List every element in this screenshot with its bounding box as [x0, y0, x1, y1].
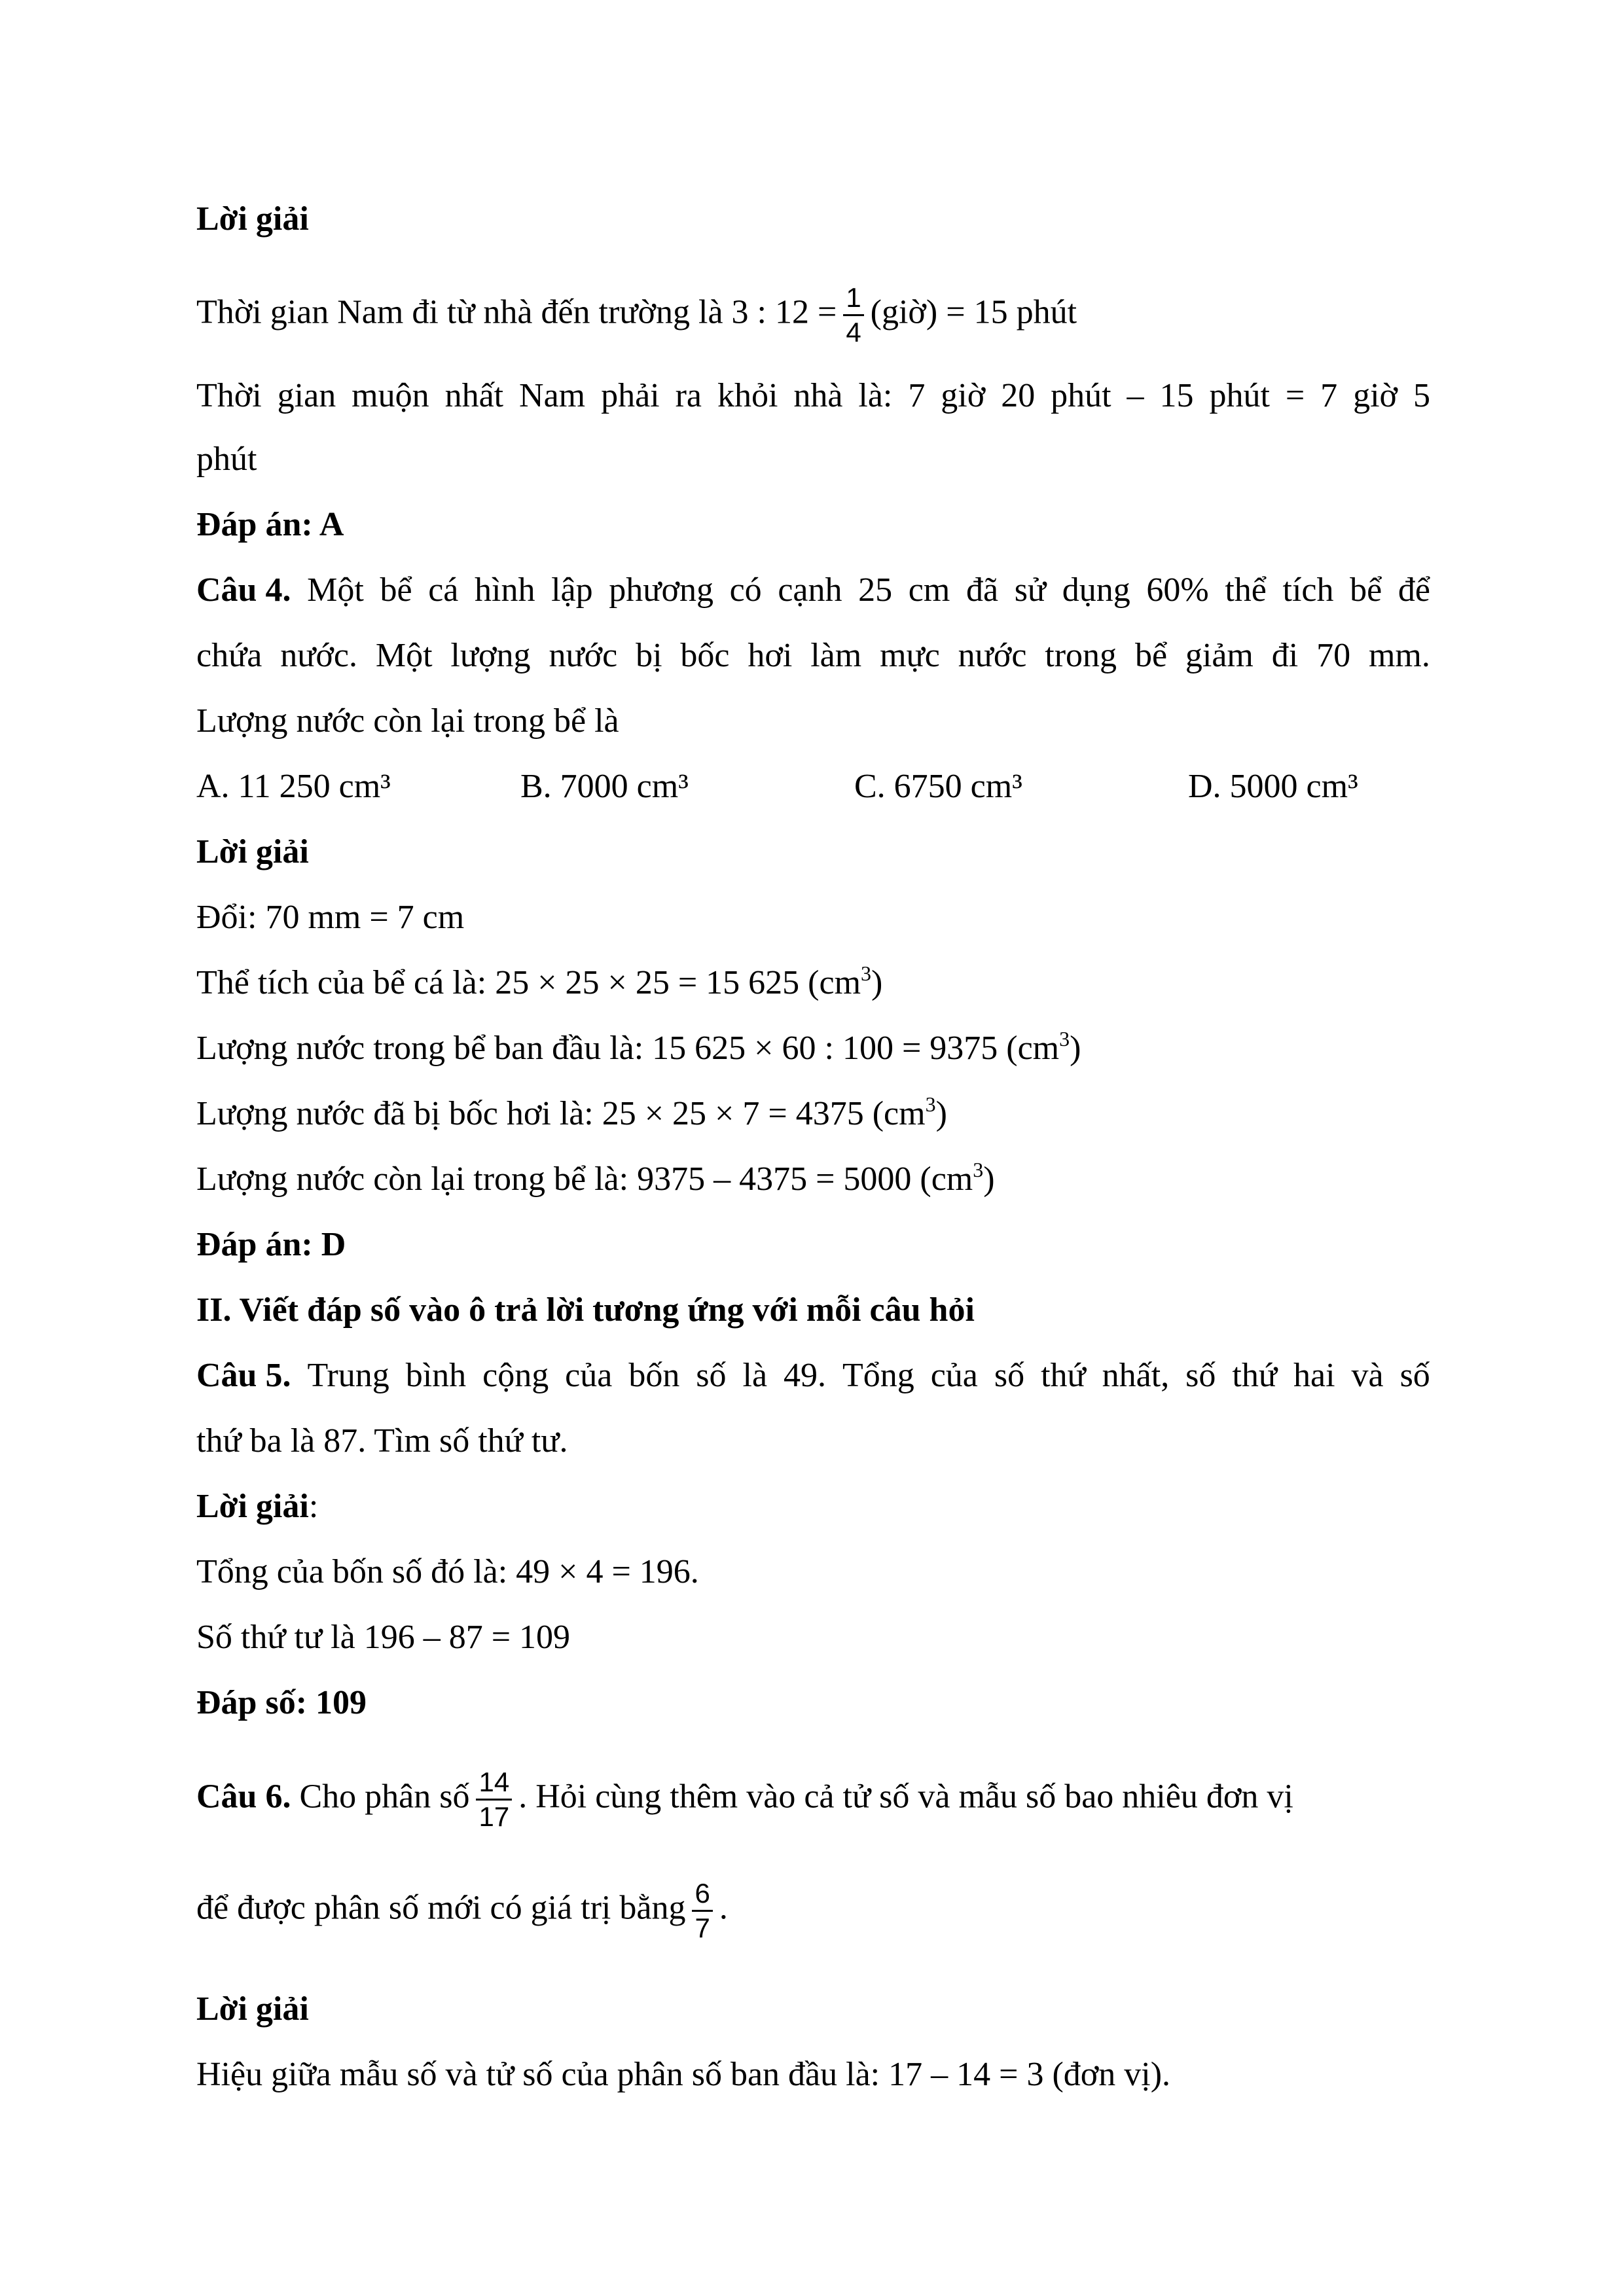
word: tích [1282, 571, 1334, 609]
word: phút [1209, 377, 1270, 414]
text-line [196, 636, 1430, 675]
text-segment: Thời gian Nam đi từ nhà đến trường là 3 : 12 = [196, 293, 837, 331]
word: 25 [858, 571, 893, 609]
word: hơi [748, 637, 793, 674]
word: Một [307, 571, 364, 609]
superscript: 3 [861, 961, 872, 985]
word: là: [858, 377, 893, 414]
word: cạnh [778, 571, 842, 609]
text-segment: để được phân số mới có giá trị bằng [196, 1889, 686, 1927]
word: Trung [307, 1357, 389, 1394]
text-segment: Lượng nước còn lại trong bể là: 9375 – 4375 = 5000 (cm [196, 1160, 973, 1198]
word: gian [277, 377, 336, 414]
word: bình [405, 1357, 467, 1394]
text-segment: Thể tích của bể cá là: 25 × 25 × 25 = 15 625 (cm [196, 964, 861, 1001]
word: Nam [519, 377, 586, 414]
solution-heading: Lời giải [196, 200, 309, 238]
word: bốc [680, 637, 730, 674]
text-segment: ) [935, 1095, 947, 1132]
word: của [565, 1357, 613, 1394]
text-segment: ) [983, 1160, 995, 1198]
word: khỏi [717, 377, 778, 414]
answer-line: Đáp án: A [196, 506, 344, 543]
text-segment: Lượng nước trong bể ban đầu là: 15 625 × 60 : 100 = 9375 (cm [196, 1030, 1060, 1067]
question-4 [196, 571, 1430, 610]
word: phút [1051, 377, 1111, 414]
word: đã [965, 571, 999, 609]
question-6 [196, 1766, 1293, 1833]
word: 20 [1001, 377, 1036, 414]
fraction-numerator: 6 [692, 1877, 712, 1912]
word: cm [908, 571, 950, 609]
word: và [1351, 1357, 1384, 1394]
word: giờ [941, 377, 986, 414]
superscript: 3 [973, 1158, 984, 1181]
text-line: Tổng của bốn số đó là: 49 × 4 = 196. [196, 1553, 699, 1590]
word: nước [549, 637, 618, 674]
superscript: 3 [1059, 1027, 1070, 1050]
word: thể [1225, 571, 1267, 609]
word: của [930, 1357, 978, 1394]
word: hình [475, 571, 535, 609]
fraction [692, 1877, 712, 1945]
option-d: D. 5000 cm³ [1188, 768, 1358, 805]
word: có [729, 571, 762, 609]
text-line: phút [196, 440, 257, 478]
solution-heading: Lời giải [196, 833, 309, 870]
word: bể [1350, 571, 1382, 609]
word: Một [375, 637, 433, 674]
word: muộn [352, 377, 429, 414]
word: dụng [1062, 571, 1130, 609]
word: bể [1134, 637, 1168, 674]
word: 15 [1159, 377, 1194, 414]
text-line [196, 376, 1430, 416]
fraction-denominator: 7 [695, 1912, 710, 1943]
word: giờ [1353, 377, 1398, 414]
text-line [196, 963, 882, 1003]
text-segment: ) [1070, 1030, 1081, 1067]
option-a: A. 11 250 cm³ [196, 768, 391, 805]
word: mực [880, 637, 940, 674]
word: thứ [1041, 1357, 1086, 1394]
question-5 [196, 1356, 1430, 1395]
word: đi [1271, 637, 1299, 674]
fraction [843, 281, 863, 349]
question-label: Câu 4. [196, 571, 291, 609]
word: bốn [628, 1357, 680, 1394]
answer-line: Đáp án: D [196, 1226, 346, 1263]
text-line: Hiệu giữa mẫu số và tử số của phân số ban đầu là: 17 – 14 = 3 (đơn vị). [196, 2056, 1171, 2093]
word: trong [1045, 637, 1117, 674]
text-segment: ) [871, 964, 883, 1001]
text-line [196, 1094, 947, 1134]
option-b: B. 7000 cm³ [520, 768, 689, 805]
solution-label: Lời giải [196, 1488, 309, 1525]
word: lượng [450, 637, 531, 674]
text-segment: (giờ) = 15 phút [870, 293, 1077, 331]
word: Thời [196, 377, 262, 414]
word: nước. [280, 637, 357, 674]
solution-heading: Lời giải [196, 1990, 309, 2028]
superscript: 3 [925, 1092, 936, 1116]
text-line: Lượng nước còn lại trong bể là [196, 702, 619, 740]
word: 49. [784, 1357, 826, 1394]
answer-options [196, 767, 1430, 806]
text-line: Đổi: 70 mm = 7 cm [196, 899, 465, 936]
word: hai [1293, 1357, 1335, 1394]
word: bị [636, 637, 662, 674]
word: nước [958, 637, 1027, 674]
text-line [196, 1029, 1081, 1068]
text-segment: . Hỏi cùng thêm vào cả tử số và mẫu số bao nhiêu đơn vị [518, 1778, 1293, 1816]
colon: : [308, 1488, 319, 1525]
text-segment: . [719, 1889, 728, 1927]
text-line [196, 1160, 995, 1199]
word: phương [609, 571, 713, 609]
option-c: C. 6750 cm³ [854, 768, 1022, 805]
word: cộng [482, 1357, 549, 1394]
text-line: Số thứ tư là 196 – 87 = 109 [196, 1619, 571, 1656]
question-label: Câu 6. [196, 1778, 291, 1816]
text-line: thứ ba là 87. Tìm số thứ tư. [196, 1422, 568, 1460]
word: số [696, 1357, 727, 1394]
question-label: Câu 5. [196, 1357, 291, 1394]
word: bể [380, 571, 412, 609]
word: số [1185, 1357, 1216, 1394]
word: nhất, [1102, 1357, 1170, 1394]
text-segment: Cho phân số [299, 1778, 470, 1816]
word: lập [551, 571, 593, 609]
fraction [476, 1766, 512, 1833]
word: cá [428, 571, 459, 609]
word: sử [1014, 571, 1047, 609]
word: Tổng [842, 1357, 914, 1394]
word: ra [675, 377, 702, 414]
fraction-numerator: 1 [843, 281, 863, 316]
text-line [196, 281, 1077, 349]
word: thứ [1232, 1357, 1278, 1394]
word: nhà [793, 377, 843, 414]
word: nhất [444, 377, 504, 414]
word: – [1127, 377, 1144, 414]
word: 70 [1316, 637, 1351, 674]
fraction-denominator: 4 [846, 317, 861, 348]
word: 5 [1413, 377, 1430, 414]
text-segment: Lượng nước đã bị bốc hơi là: 25 × 25 × 7 = 4375 (cm [196, 1095, 926, 1132]
answer-line: Đáp số: 109 [196, 1684, 367, 1721]
word: mm. [1368, 637, 1430, 674]
fraction-denominator: 17 [478, 1801, 510, 1832]
section-heading: II. Viết đáp số vào ô trả lời tương ứng với mỗi câu hỏi [196, 1291, 975, 1329]
word: = [1285, 377, 1305, 414]
text-line [196, 1877, 728, 1945]
solution-heading [196, 1487, 318, 1526]
word: 7 [1320, 377, 1338, 414]
word: làm [810, 637, 862, 674]
word: là [742, 1357, 768, 1394]
word: 7 [908, 377, 926, 414]
fraction-numerator: 14 [476, 1766, 512, 1801]
word: giảm [1185, 637, 1254, 674]
word: phải [601, 377, 660, 414]
word: 60% [1146, 571, 1209, 609]
word: số [1399, 1357, 1430, 1394]
word: chứa [196, 637, 262, 674]
word: số [994, 1357, 1025, 1394]
word: để [1398, 571, 1430, 609]
